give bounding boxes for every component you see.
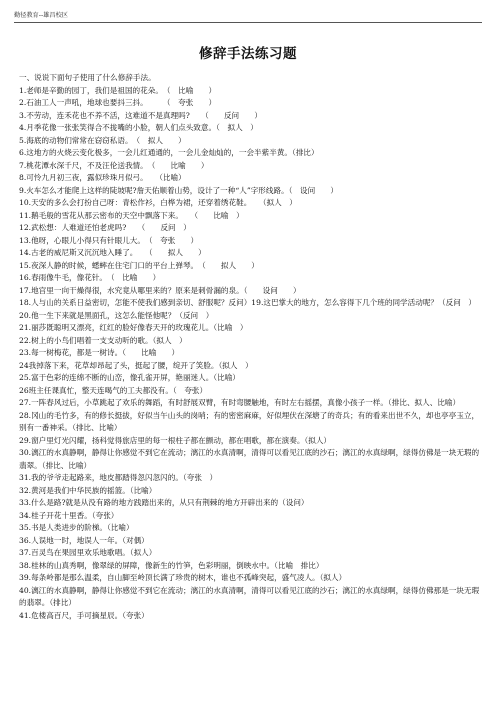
header-org: 勤径教育--雄昌校区 [14, 12, 68, 19]
exercise-item: 20.他一生下来就是黑面孔，这怎么能怪他呢？（反问 ） [19, 310, 214, 320]
exercise-item: 41.危楼高百尺，手可摘星辰。（夸张） [19, 610, 149, 620]
exercise-item: 14.古老的威尼斯又沉沉地入睡了。 （ 拟人 ） [19, 248, 206, 257]
exercise-item: 34.桂子开花十里香。（夸张） [19, 510, 119, 520]
exercise-item: 7.桃花潭水深千尺，不及汪伦送我情。 （ 比喻 ） [19, 160, 209, 170]
section-intro: 一、说说下面句子使用了什么修辞手法。 [19, 73, 156, 82]
exercise-item: 22.树上的小鸟们唱着一支支动听的歌。（拟人 ） [19, 335, 187, 345]
exercise-item: 17.地宫里一向干燥得很，水究竟从哪里来的？原来是刺骨漏的泉。（ 设问 ） [19, 285, 301, 295]
exercise-item: 29.窗户里灯光闪耀，扬科觉得旅店里的每一根柱子都在颤动，都在唱歌，都在演奏。（拟人） [19, 435, 332, 445]
exercise-content [19, 72, 481, 622]
exercise-item: 16.春雨像牛毛，像花针。 （ 比喻 ） [19, 273, 161, 282]
exercise-item: 39.每条岭都是那么温柔，自山脚至岭顶长满了珍贵的树木，谁也不孤峰突起，盛气凌人。（拟人） [19, 573, 347, 582]
exercise-item: 24我掉落下来，花草却昂起了头，挺起了腰，绽开了笑脸。（拟人 ） [19, 360, 253, 370]
exercise-item: 5.海底的动物们常常在窃窃私语。 （ 拟人 ） [19, 135, 186, 145]
exercise-item: 8.可怜九月初三夜，露似珍珠月似弓。 （比喻） [19, 173, 186, 182]
exercise-item: 37.百灵鸟在果园里欢乐地歌唱。（拟人） [19, 548, 157, 557]
document-title: 修辞手法练习题 [199, 46, 297, 62]
exercise-item: 28.冈山的毛竹多，有的修长挺拔，好似当午山头的岗哨；有的密密麻麻，好似埋伏在深塘了的奇兵；有的看来出世不久，却也亭亭玉立，别有一番神采。（排比、比喻） [19, 410, 480, 432]
exercise-item: 10.天安的多么会打扮自己呀：青松作衫，白桦为裙，还穿着绣花鞋。 （拟人 ） [19, 198, 297, 207]
exercise-item: 36.人误地一时，地误人一年。（对偶） [19, 535, 149, 545]
exercise-item: 31.我的爷爷走起路来，地皮都踏得忽闪忽闪的。（夸张 ） [19, 473, 218, 482]
exercise-item: 12.武松想：人难道还怕老虎吗? （ 反问 ） [19, 223, 191, 232]
exercise-item: 6.这地方的火烧云变化极多，一会儿红通通的，一会儿金灿灿的，一会半紫半黄。（排比） [19, 148, 319, 157]
exercise-item: 26班主任课真忙，整天连喝气的工夫都没有。（ 夸张） [19, 385, 208, 395]
exercise-item: 35.书是人类进步的阶梯。（比喻） [19, 523, 134, 532]
exercise-item: 13.他呀，心眼儿小得只有针眼儿大。 （ 夸张 ） [19, 235, 199, 245]
exercise-item: 38.桂林的山真秀啊，像翠绿的屏障，像新生的竹笋，色彩明丽，倒映水中。（比喻 排比） [19, 560, 324, 570]
exercise-item: 40.漓江的水真静啊，静得让你感觉不到它在流动；漓江的水真清啊，清得可以看见江底的沙石；漓江的水真绿啊，绿得仿佛那是一块无瑕的翡翠。（排比） [19, 585, 480, 607]
exercise-item: 2.石油工人一声吼，地球也要抖三抖。 （ 夸张 ） [19, 98, 217, 107]
exercise-item: 4.月季花像一张张笑得合不拢嘴的小脸，朝人们点头致意。（ 拟人 ） [19, 123, 258, 132]
exercise-item: 27.一阵春风过后，小草跳起了欢乐的舞蹈，有时舒展双臂，有时弯腰触地，有时左右摇摆，真像小孩子一样。（排比、拟人、比喻） [19, 398, 461, 407]
exercise-item: 21.丽莎既聪明又漂亮，红红的脸好像春天开的玫瑰花儿。（比喻 ） [19, 323, 248, 332]
exercise-item: 30.漓江的水真静啊，静得让你感觉不到它在流动；漓江的水真清啊，清得可以看见江底的沙石；漓江的水真绿啊，绿得仿佛是一块无瑕的翡翠。（排比、比喻） [19, 448, 480, 470]
exercise-item: 23.每一树梅花，都是一树诗。（ 比喻 ） [19, 348, 180, 357]
exercise-item: 15.夜深人静的时候，蟋蟀在住宅门口的平台上弹琴。 （ 拟人 ） [19, 260, 259, 270]
exercise-item: 18.人与山的关系日益密切，怎能不使我们感到亲切、舒服呢？反问）19.这巴掌大的地方，怎么容得下几个班的同学活动呢？（反问 ） [19, 298, 476, 307]
exercise-item: 3.不劳动，连禾花也不养不活，这难道不是真理吗? （ 反问 ） [19, 110, 262, 120]
exercise-item: 11.鹅毛般的雪花从那云密布的天空中飘落下来。 （ 比喻 ） [19, 210, 244, 220]
exercise-item: 1.老师是辛勤的园丁，我们是祖国的花朵。 （ 比喻 ） [19, 85, 217, 95]
header-divider [14, 22, 482, 23]
exercise-item: 33.什么是路?就是从没有路的地方践踏出来的，从只有荆棘的地方开辟出来的（设问） [19, 498, 309, 507]
exercise-item: 32.黄河是我们中华民族的摇篮。（比喻） [19, 485, 157, 495]
exercise-item: 25.富于色彩的连绵不断的山峦，像孔雀开屏，艳丽迷人。（比喻） [19, 373, 240, 382]
exercise-item: 9.火车怎么才能爬上这样的陡坡呢?詹天佑顺着山势，设计了一种“人”字形线路。（ 设问 ） [19, 185, 339, 195]
